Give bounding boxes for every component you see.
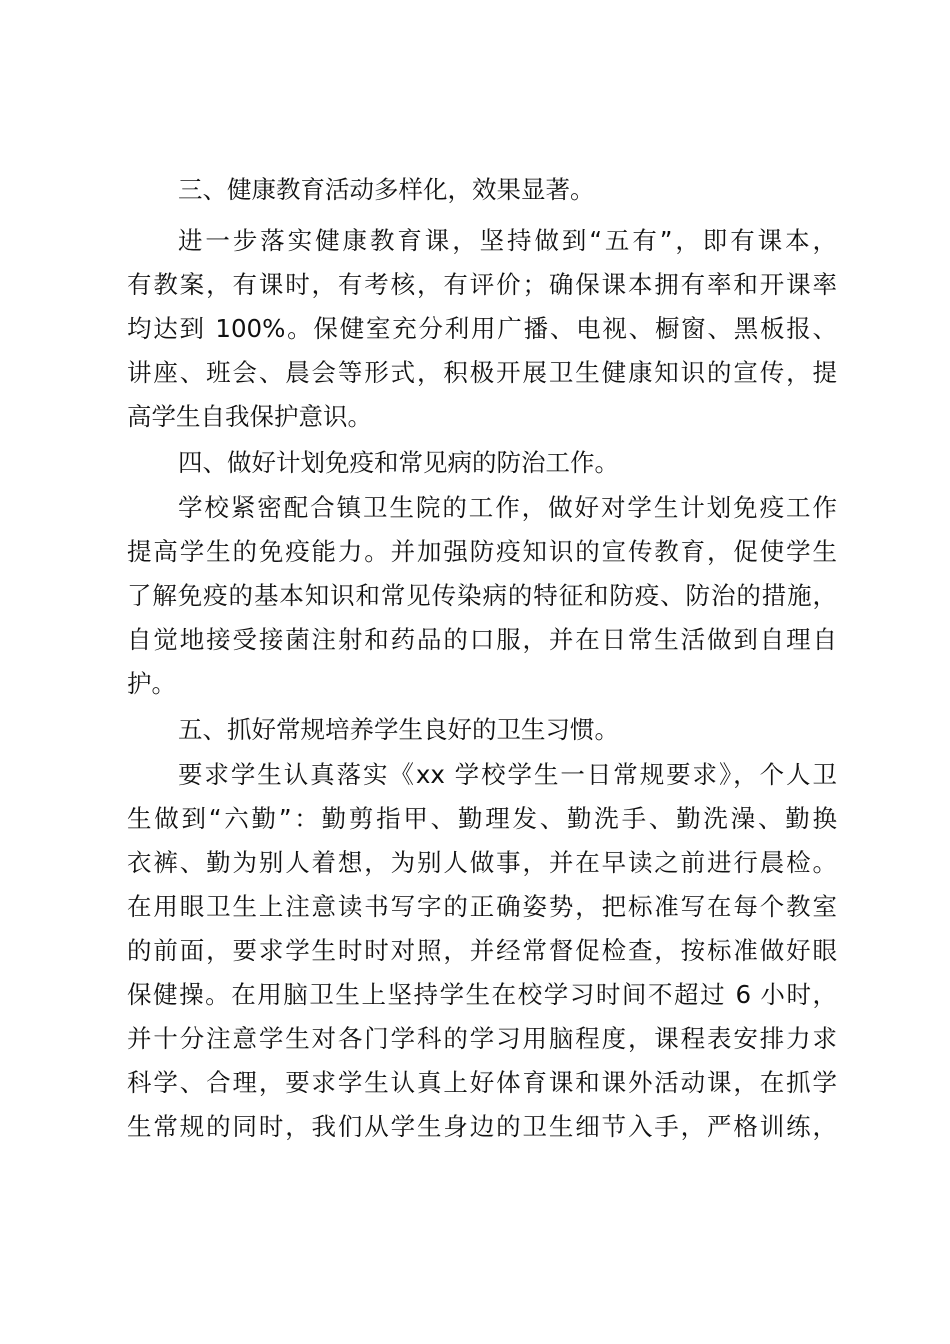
paragraph-line: 学校紧密配合镇卫生院的工作，做好对学生计划免疫工作	[178, 493, 837, 522]
paragraph-line: 保健操。在用脑卫生上坚持学生在校学习时间不超过 6 小时，	[127, 980, 837, 1009]
paragraph-line: 要求学生认真落实《xx 学校学生一日常规要求》，个人卫	[178, 760, 837, 789]
paragraph-line: 有教案，有课时，有考核，有评价；确保课本拥有率和开课率	[127, 270, 837, 299]
paragraph-line: 护。	[127, 669, 176, 698]
paragraph-line: 生做到“六勤”：勤剪指甲、勤理发、勤洗手、勤洗澡、勤换	[127, 804, 837, 833]
paragraph-line: 并十分注意学生对各门学科的学习用脑程度，课程表安排力求	[127, 1024, 837, 1053]
paragraph-line: 的前面，要求学生时时对照，并经常督促检查，按标准做好眼	[127, 936, 837, 965]
section-heading-5: 五、抓好常规培养学生良好的卫生习惯。	[178, 715, 619, 744]
paragraph-line: 进一步落实健康教育课，坚持做到“五有”，即有课本，	[178, 226, 837, 255]
paragraph-line: 均达到 100%。保健室充分利用广播、电视、橱窗、黑板报、	[127, 314, 837, 343]
paragraph-line: 讲座、班会、晨会等形式，积极开展卫生健康知识的宣传，提	[127, 358, 837, 387]
paragraph-line: 在用眼卫生上注意读书写字的正确姿势，把标准写在每个教室	[127, 892, 837, 921]
paragraph-line: 自觉地接受接菌注射和药品的口服，并在日常生活做到自理自	[127, 625, 837, 654]
paragraph-line: 提高学生的免疫能力。并加强防疫知识的宣传教育，促使学生	[127, 537, 837, 566]
paragraph-line: 衣裤、勤为别人着想，为别人做事，并在早读之前进行晨检。	[127, 848, 837, 877]
section-heading-3: 三、健康教育活动多样化，效果显著。	[178, 175, 595, 204]
paragraph-line: 科学、合理，要求学生认真上好体育课和课外活动课，在抓学	[127, 1068, 837, 1097]
paragraph-line: 高学生自我保护意识。	[127, 402, 372, 431]
paragraph-line: 生常规的同时，我们从学生身边的卫生细节入手，严格训练，	[127, 1112, 837, 1141]
section-heading-4: 四、做好计划免疫和常见病的防治工作。	[178, 448, 619, 477]
paragraph-line: 了解免疫的基本知识和常见传染病的特征和防疫、防治的措施，	[127, 581, 837, 610]
